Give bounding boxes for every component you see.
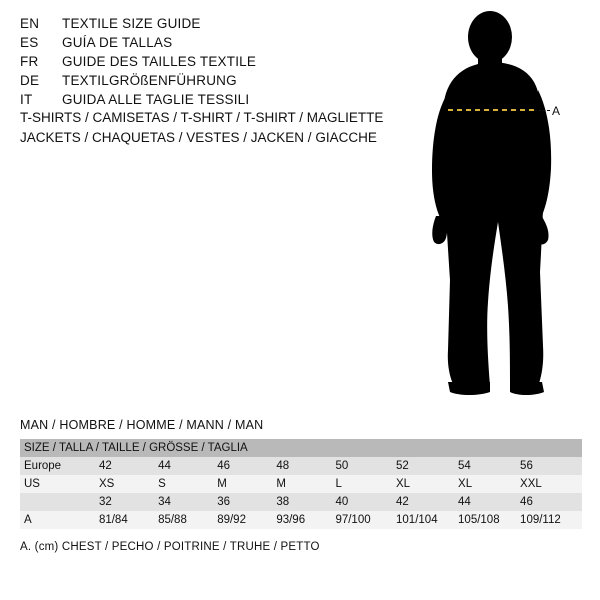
language-code: FR	[20, 54, 39, 69]
row-label: A	[20, 511, 99, 529]
male-silhouette-illustration	[418, 10, 588, 400]
row-cell: XL	[458, 475, 520, 493]
row-cell: S	[158, 475, 217, 493]
row-cell: 48	[276, 457, 335, 475]
row-cell: 81/84	[99, 511, 158, 529]
measure-label-a: A	[552, 104, 561, 118]
language-code: IT	[20, 92, 33, 107]
row-label: Europe	[20, 457, 99, 475]
row-cell: XXL	[520, 475, 582, 493]
language-code: ES	[20, 35, 39, 50]
row-cell: 105/108	[458, 511, 520, 529]
row-cell: 97/100	[335, 511, 396, 529]
measure-leader-line	[534, 110, 550, 111]
language-code: EN	[20, 16, 40, 31]
row-cell: 44	[158, 457, 217, 475]
category-line-jackets: JACKETS / CHAQUETAS / VESTES / JACKEN / GIACCHE	[20, 130, 377, 145]
row-cell: 89/92	[217, 511, 276, 529]
row-cell: 40	[335, 493, 396, 511]
language-row	[20, 35, 400, 54]
table-title: MAN / HOMBRE / HOMME / MANN / MAN	[20, 418, 264, 432]
table-row	[20, 511, 582, 529]
table-row	[20, 457, 582, 475]
table-row	[20, 475, 582, 493]
row-cell: 52	[396, 457, 458, 475]
row-cell: XL	[396, 475, 458, 493]
row-cell: 32	[99, 493, 158, 511]
row-cell: 50	[335, 457, 396, 475]
table-footnote: A. (cm) CHEST / PECHO / POITRINE / TRUHE / PETTO	[20, 541, 320, 553]
row-cell: 44	[458, 493, 520, 511]
row-label: US	[20, 475, 99, 493]
language-row	[20, 73, 400, 92]
size-table-section	[20, 418, 582, 553]
row-cell: 42	[396, 493, 458, 511]
table-row	[20, 493, 582, 511]
row-label	[20, 493, 99, 511]
size-table	[20, 439, 582, 529]
row-cell: 109/112	[520, 511, 582, 529]
row-cell: 93/96	[276, 511, 335, 529]
language-row	[20, 54, 400, 73]
language-text: GUIDA ALLE TAGLIE TESSILI	[62, 92, 250, 107]
table-header-row	[20, 439, 582, 457]
language-row	[20, 16, 400, 35]
row-cell: XS	[99, 475, 158, 493]
table-header-label: SIZE / TALLA / TAILLE / GRÖSSE / TAGLIA	[20, 439, 582, 457]
row-cell: 85/88	[158, 511, 217, 529]
category-line-tshirts: T-SHIRTS / CAMISETAS / T-SHIRT / T-SHIRT / MAGLIETTE	[20, 110, 384, 125]
language-text: GUÍA DE TALLAS	[62, 35, 173, 50]
language-code: DE	[20, 73, 40, 88]
language-text: TEXTILE SIZE GUIDE	[62, 16, 201, 31]
language-text: GUIDE DES TAILLES TEXTILE	[62, 54, 257, 69]
row-cell: 38	[276, 493, 335, 511]
row-cell: 46	[520, 493, 582, 511]
category-list	[20, 108, 440, 148]
row-cell: 56	[520, 457, 582, 475]
language-list	[20, 16, 400, 111]
row-cell: 34	[158, 493, 217, 511]
row-cell: 42	[99, 457, 158, 475]
row-cell: M	[276, 475, 335, 493]
row-cell: 36	[217, 493, 276, 511]
row-cell: 54	[458, 457, 520, 475]
language-text: TEXTILGRÖßENFÜHRUNG	[62, 73, 237, 88]
row-cell: 46	[217, 457, 276, 475]
row-cell: L	[335, 475, 396, 493]
row-cell: M	[217, 475, 276, 493]
row-cell: 101/104	[396, 511, 458, 529]
